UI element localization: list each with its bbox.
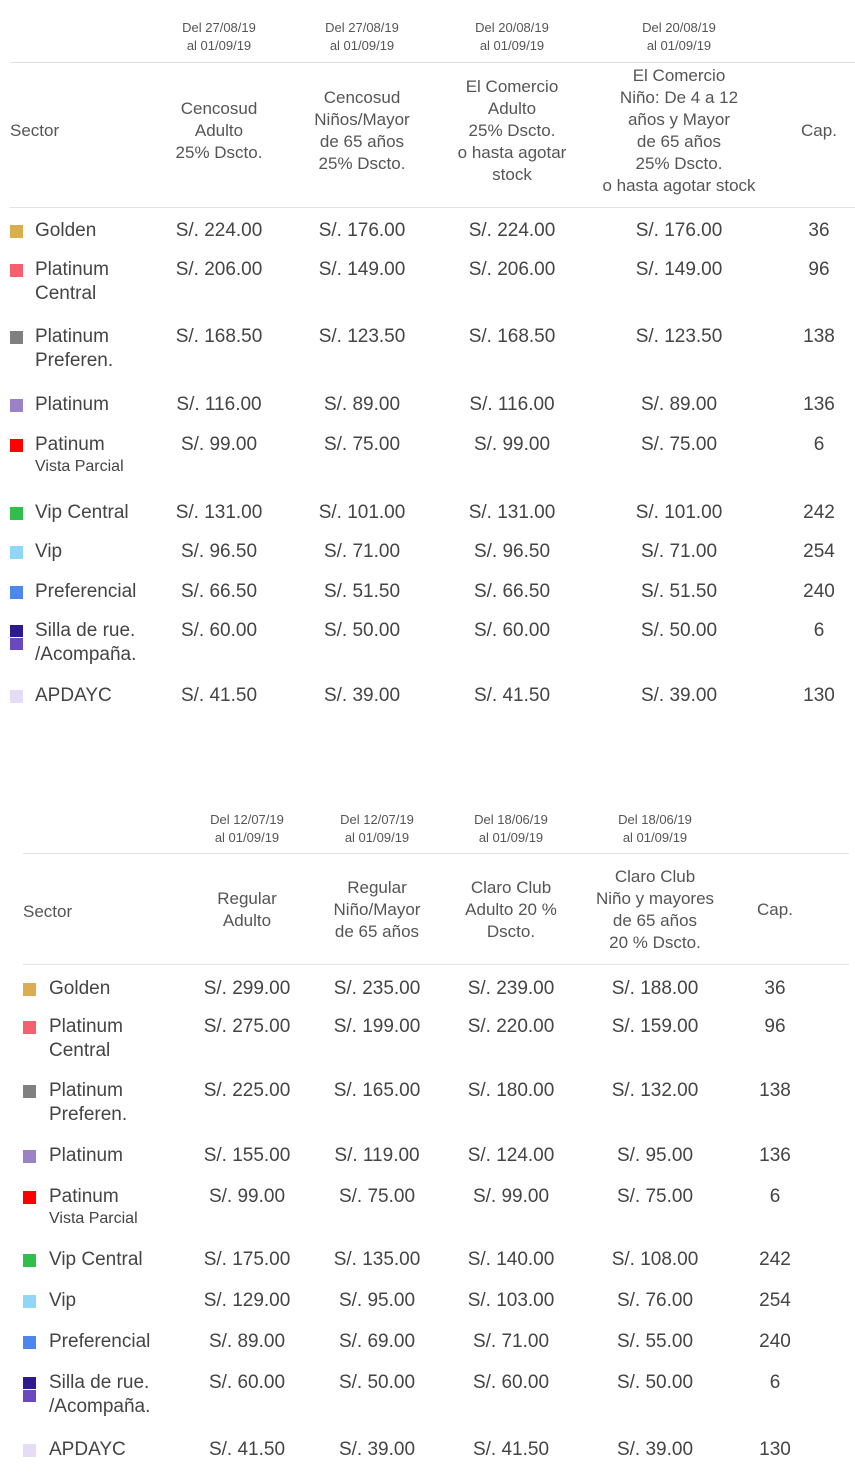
price-cell: S/. 60.00: [180, 620, 258, 641]
price-cell: S/. 50.00: [323, 620, 401, 641]
price-cell: S/. 165.00: [333, 1080, 421, 1101]
price-cell: S/. 175.00: [203, 1249, 291, 1270]
price-cell: S/. 60.00: [473, 620, 551, 641]
sector-name: Platinum Preferen.: [35, 326, 114, 371]
price-cell: S/. 75.00: [616, 1186, 694, 1207]
sector-name: Platinum: [49, 1145, 123, 1166]
capacity-cell: 130: [759, 1439, 791, 1460]
sector-color-swatch: [10, 331, 23, 344]
price-cell: S/. 235.00: [333, 978, 421, 999]
price-cell: S/. 99.00: [472, 1186, 550, 1207]
price-cell: S/. 75.00: [640, 434, 718, 455]
sector-name: Golden: [35, 220, 97, 241]
price-cell: S/. 116.00: [469, 394, 555, 415]
price-cell: S/. 99.00: [473, 434, 551, 455]
price-cell: S/. 155.00: [203, 1145, 291, 1166]
price-cell: S/. 176.00: [635, 220, 723, 241]
price-cell: S/. 168.50: [175, 326, 263, 347]
sector-name: Patinum Vista Parcial: [49, 1186, 138, 1227]
sector-name: Vip Central: [35, 502, 129, 523]
price-cell: S/. 69.00: [338, 1331, 416, 1352]
price-cell: S/. 239.00: [467, 978, 555, 999]
column-header: Regular Adulto: [217, 889, 277, 930]
sector-name: APDAYC: [35, 685, 112, 706]
price-cell: S/. 135.00: [333, 1249, 421, 1270]
price-cell: S/. 159.00: [611, 1016, 699, 1037]
capacity-cell: 240: [803, 581, 835, 602]
column-date-range: Del 27/08/19 al 01/09/19: [325, 20, 399, 53]
sector-name: Silla de rue. /Acompaña.: [35, 620, 137, 665]
table-divider: [10, 207, 855, 208]
capacity-cell: 240: [759, 1331, 791, 1352]
price-cell: S/. 224.00: [468, 220, 556, 241]
sector-column-header: Sector: [10, 121, 60, 140]
capacity-cell: 130: [803, 685, 835, 706]
price-cell: S/. 176.00: [318, 220, 406, 241]
price-cell: S/. 89.00: [323, 394, 401, 415]
sector-color-swatch: [10, 546, 23, 559]
column-date-range: Del 12/07/19 al 01/09/19: [340, 812, 414, 845]
price-cell: S/. 41.50: [473, 685, 551, 706]
capacity-cell: 138: [803, 326, 835, 347]
price-cell: S/. 123.50: [318, 326, 406, 347]
price-cell: S/. 116.00: [176, 394, 262, 415]
price-cell: S/. 75.00: [338, 1186, 416, 1207]
capacity-cell: 136: [803, 394, 835, 415]
price-cell: S/. 39.00: [616, 1439, 694, 1460]
price-cell: S/. 168.50: [468, 326, 556, 347]
price-cell: S/. 180.00: [467, 1080, 555, 1101]
price-cell: S/. 76.00: [616, 1290, 694, 1311]
sector-name: Preferencial: [35, 581, 137, 602]
price-cell: S/. 66.50: [473, 581, 551, 602]
price-cell: S/. 131.00: [175, 502, 263, 523]
sector-name: Platinum Central: [49, 1016, 123, 1061]
column-header: Cencosud Adulto 25% Dscto.: [175, 99, 263, 162]
sector-name: Vip: [35, 541, 63, 562]
price-cell: S/. 60.00: [472, 1372, 550, 1393]
sector-color-swatch: [10, 264, 23, 277]
sector-color-swatch: [23, 1021, 36, 1034]
sector-color-swatch: [10, 507, 23, 520]
price-cell: S/. 299.00: [203, 978, 291, 999]
price-cell: S/. 220.00: [467, 1016, 555, 1037]
price-cell: S/. 101.00: [635, 502, 723, 523]
table-divider: [10, 62, 855, 63]
price-cell: S/. 39.00: [640, 685, 718, 706]
price-cell: S/. 89.00: [208, 1331, 286, 1352]
sector-column-header: Sector: [23, 902, 73, 921]
price-cell: S/. 99.00: [180, 434, 258, 455]
price-cell: S/. 95.00: [338, 1290, 416, 1311]
sector-color-swatch: [10, 225, 23, 238]
capacity-cell: 6: [769, 1372, 781, 1393]
column-date-range: Del 12/07/19 al 01/09/19: [210, 812, 284, 845]
sector-name: Vip: [49, 1290, 77, 1311]
sector-color-swatch: [10, 586, 23, 599]
capacity-cell: 6: [813, 434, 825, 455]
capacity-cell: 254: [759, 1290, 791, 1311]
sector-name: Platinum: [35, 394, 109, 415]
column-date-range: Del 20/08/19 al 01/09/19: [642, 20, 716, 53]
capacity-cell: 96: [808, 259, 830, 280]
price-cell: S/. 206.00: [468, 259, 556, 280]
price-cell: S/. 129.00: [203, 1290, 291, 1311]
sector-color-swatch: [23, 1377, 36, 1390]
sector-name: Platinum Preferen.: [49, 1080, 128, 1125]
price-cell: S/. 41.50: [208, 1439, 286, 1460]
price-cell: S/. 123.50: [635, 326, 723, 347]
price-cell: S/. 71.00: [472, 1331, 550, 1352]
capacity-cell: 36: [764, 978, 786, 999]
price-cell: S/. 66.50: [180, 581, 258, 602]
capacity-cell: 242: [803, 502, 835, 523]
price-cell: S/. 124.00: [467, 1145, 555, 1166]
price-cell: S/. 275.00: [203, 1016, 291, 1037]
sector-color-swatch: [23, 1191, 36, 1204]
price-cell: S/. 75.00: [323, 434, 401, 455]
capacity-cell: 96: [764, 1016, 786, 1037]
capacity-cell: 138: [759, 1080, 791, 1101]
sector-color-swatch: [10, 399, 23, 412]
capacity-cell: 254: [803, 541, 835, 562]
sector-color-swatch: [23, 1295, 36, 1308]
column-header: El Comercio Niño: De 4 a 12 años y Mayor de 65 años 25% Dscto. o hasta agotar stock: [602, 66, 756, 195]
price-cell: S/. 140.00: [467, 1249, 555, 1270]
price-cell: S/. 131.00: [468, 502, 556, 523]
column-header: Cencosud Niños/Mayor de 65 años 25% Dscto.: [314, 88, 410, 173]
price-cell: S/. 199.00: [333, 1016, 421, 1037]
sector-name: Preferencial: [49, 1331, 151, 1352]
price-cell: S/. 188.00: [611, 978, 699, 999]
price-cell: S/. 60.00: [208, 1372, 286, 1393]
price-cell: S/. 206.00: [175, 259, 263, 280]
sector-color-swatch: [23, 1444, 36, 1457]
price-cell: S/. 51.50: [323, 581, 401, 602]
sector-color-swatch: [23, 1085, 36, 1098]
price-cell: S/. 99.00: [208, 1186, 286, 1207]
price-cell: S/. 50.00: [338, 1372, 416, 1393]
sector-name: Vip Central: [49, 1249, 143, 1270]
price-cell: S/. 103.00: [467, 1290, 555, 1311]
price-cell: S/. 96.50: [180, 541, 258, 562]
capacity-cell: 6: [813, 620, 825, 641]
price-cell: S/. 51.50: [640, 581, 718, 602]
column-header: Regular Niño/Mayor de 65 años: [333, 878, 421, 941]
price-cell: S/. 95.00: [616, 1145, 694, 1166]
sector-name: Golden: [49, 978, 111, 999]
price-cell: S/. 149.00: [318, 259, 406, 280]
price-cell: S/. 50.00: [640, 620, 718, 641]
sector-color-swatch: [23, 1336, 36, 1349]
column-header: Cap.: [801, 121, 837, 140]
capacity-cell: 242: [759, 1249, 791, 1270]
column-header: Claro Club Adulto 20 % Dscto.: [465, 878, 557, 941]
sector-color-swatch: [23, 983, 36, 996]
column-date-range: Del 27/08/19 al 01/09/19: [182, 20, 256, 53]
sector-name: Patinum Vista Parcial: [35, 434, 124, 475]
capacity-cell: 6: [769, 1186, 781, 1207]
capacity-cell: 36: [808, 220, 830, 241]
sector-color-swatch: [23, 1150, 36, 1163]
price-cell: S/. 149.00: [635, 259, 723, 280]
price-cell: S/. 41.50: [180, 685, 258, 706]
column-date-range: Del 18/06/19 al 01/09/19: [474, 812, 548, 845]
sector-color-swatch: [23, 1254, 36, 1267]
table-divider: [23, 853, 849, 854]
price-cell: S/. 71.00: [640, 541, 718, 562]
price-cell: S/. 39.00: [323, 685, 401, 706]
sector-color-swatch: [10, 439, 23, 452]
price-cell: S/. 132.00: [611, 1080, 699, 1101]
price-cell: S/. 55.00: [616, 1331, 694, 1352]
sector-name: Silla de rue. /Acompaña.: [49, 1372, 151, 1417]
price-cell: S/. 89.00: [640, 394, 718, 415]
table-divider: [23, 964, 849, 965]
sector-name: Platinum Central: [35, 259, 109, 304]
column-date-range: Del 18/06/19 al 01/09/19: [618, 812, 692, 845]
column-header: El Comercio Adulto 25% Dscto. o hasta agotar stock: [457, 77, 567, 184]
price-cell: S/. 225.00: [203, 1080, 291, 1101]
sector-color-swatch: [10, 625, 23, 638]
price-cell: S/. 41.50: [472, 1439, 550, 1460]
price-cell: S/. 96.50: [473, 541, 551, 562]
column-date-range: Del 20/08/19 al 01/09/19: [475, 20, 549, 53]
price-cell: S/. 119.00: [334, 1145, 420, 1166]
column-header: Cap.: [757, 900, 793, 919]
price-cell: S/. 50.00: [616, 1372, 694, 1393]
price-cell: S/. 39.00: [338, 1439, 416, 1460]
price-cell: S/. 101.00: [318, 502, 406, 523]
price-cell: S/. 224.00: [175, 220, 263, 241]
column-header: Claro Club Niño y mayores de 65 años 20 % Dscto.: [595, 867, 715, 952]
price-cell: S/. 71.00: [323, 541, 401, 562]
capacity-cell: 136: [759, 1145, 791, 1166]
sector-name: APDAYC: [49, 1439, 126, 1460]
price-cell: S/. 108.00: [611, 1249, 699, 1270]
sector-color-swatch: [10, 690, 23, 703]
